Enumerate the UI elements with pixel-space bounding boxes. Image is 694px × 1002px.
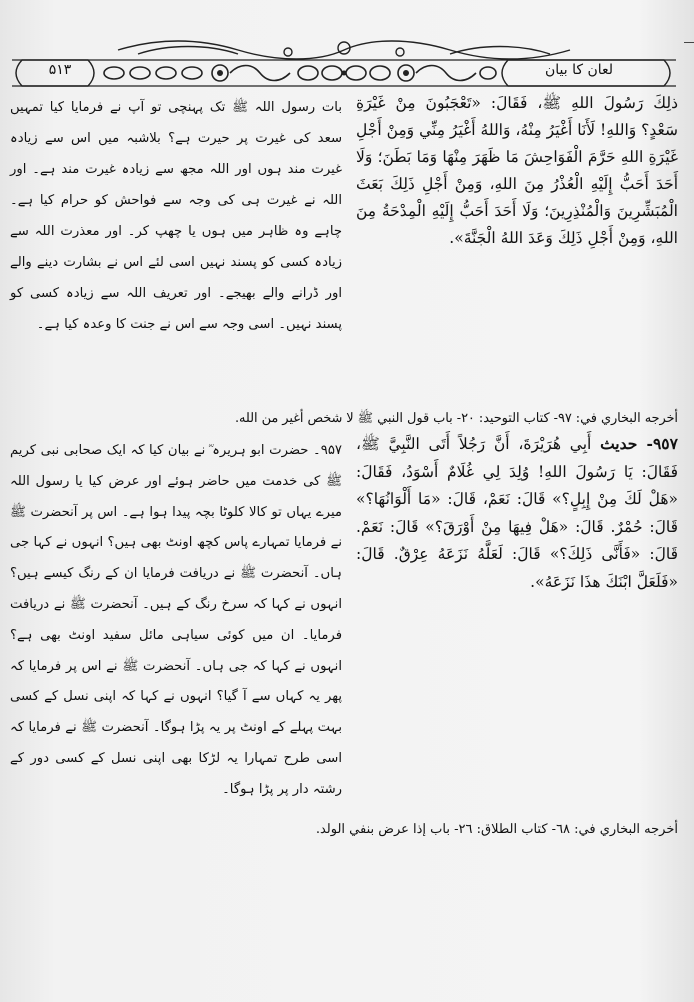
hadith-source-2: أخرجه البخاري في: ٦٨- كتاب الطلاق: ٢٦- باب إذا عرض بنفي الولد. [315, 822, 678, 837]
arabic-text-block-1: ذلِكَ رَسُولَ اللهِ ﷺ، فَقَالَ: «تَعْجَبُونَ مِنْ غَيْرَةِ سَعْدٍ؟ وَاللهِ! لَأَنَا أَغْيَرُ مِنْهُ، وَاللهُ أَغْيَرُ مِنِّي وَمِنْ أَجْلِ غَيْرَةِ اللهِ حَرَّمَ الْفَوَاحِشَ مَا ظَهَرَ مِنْهَا وَمَا بَطَنَ؛ وَلَا أَحَدَ أَحَبُّ إِلَيْهِ الْعُذْرُ مِنَ اللهِ، وَمِنْ أَجْلِ ذَلِكَ بَعَثَ الْمُبَشِّرِينَ وَالْمُنْذِرِينَ؛ وَلَا أَحَدَ أَحَبُّ إِلَيْهِ الْمِدْحَةُ مِنَ اللهِ، وَمِنْ أَجْلِ ذَلِكَ وَعَدَ اللهُ الْجَنَّةَ». [356, 94, 678, 247]
arabic-text-block-2 [356, 430, 678, 596]
chapter-title: لعان کا بیان [544, 62, 614, 78]
urdu-translation-block-2: ۹۵۷۔ حضرت ابو ہریرہ ؓ نے بیان کیا کہ ایک صحابی نبی کریم ﷺ کی خدمت میں حاضر ہوئے اور عرض کیا یا رسول اللہ میرے یہاں تو کالا کلوٹا بچہ پیدا ہوا ہے۔ اس پر آنحضرت ﷺ نے فرمایا تمہارے پاس کچھ اونٹ بھی ہیں؟ انہوں نے کہا جی ہاں۔ آنحضرت ﷺ نے دریافت فرمایا ان کے رنگ کیسے ہیں؟ انہوں نے کہا کہ سرخ رنگ کے ہیں۔ آنحضرت ﷺ نے دریافت فرمایا۔ ان میں کوئی سیاہی مائل سفید اونٹ بھی ہے؟ انہوں نے کہا کہ جی ہاں۔ آنحضرت ﷺ نے اس پر فرمایا کہ پھر یہ کہاں سے آ گیا؟ انہوں نے کہا کہ اپنی نسل کے کسی بہت پہلے کے اونٹ پر یہ پڑا ہوگا۔ آنحضرت ﷺ نے فرمایا کہ اسی طرح تمہارا یہ لڑکا بھی اپنی نسل کے کسی دور کے رشتہ دار پر پڑا ہوگا۔ [10, 443, 342, 797]
hadith-source-1: أخرجه البخاري في: ٩٧- كتاب التوحيد: ٢٠- باب قول النبي ﷺ لا شخص أغير من الله. [234, 411, 678, 426]
edge-mark [684, 42, 694, 43]
urdu-translation-block-1: بات رسول اللہ ﷺ تک پہنچی تو آپ نے فرمایا کیا تمہیں سعد کی غیرت پر حیرت ہے؟ بلاشبہ میں اس سے زیادہ غیرت مند ہوں اور اللہ مجھ سے زیادہ غیرت مند ہے۔ اور اللہ نے غیرت ہی کی وجہ سے فواحش کو حرام کیا ہے۔ چاہے وہ ظاہر میں ہوں یا چھپ کر۔ اور معذرت اللہ سے زیادہ کسی کو پسند نہیں اسی لئے اس نے بشارت دینے والے اور ڈرانے والے بھیجے۔ اور تعریف اللہ سے زیادہ کسی کو پسند نہیں۔ اسی وجہ سے اس نے جنت کا وعدہ کیا ہے۔ [10, 100, 342, 332]
hadith-number: ٩٥٧- حديث [600, 434, 678, 453]
hadith-arabic-text: أَبِي هُرَيْرَةَ، أَنَّ رَجُلاً أَتَى النَّبِيَّ ﷺ، فَقَالَ: يَا رَسُولَ اللهِ! وُلِدَ لِي غُلَامٌ أَسْوَدُ، فَقَالَ: «هَلْ لَكَ مِنْ إِبِلٍ؟» قَالَ: نَعَمْ، قَالَ: «مَا أَلْوَانُهَا؟» قَالَ: حُمْرٌ. قَالَ: «هَلْ فِيهَا مِنْ أَوْرَقَ؟» قَالَ: نَعَمْ. قَالَ: «فَأَنَّى ذَلِكَ؟» قَالَ: لَعَلَّهُ نَزَعَهُ عِرْقٌ. قَالَ: «فَلَعَلَّ ابْنَكَ هذَا نَزَعَهُ». [356, 435, 678, 591]
page-number: ۵۱۳ [48, 62, 72, 78]
